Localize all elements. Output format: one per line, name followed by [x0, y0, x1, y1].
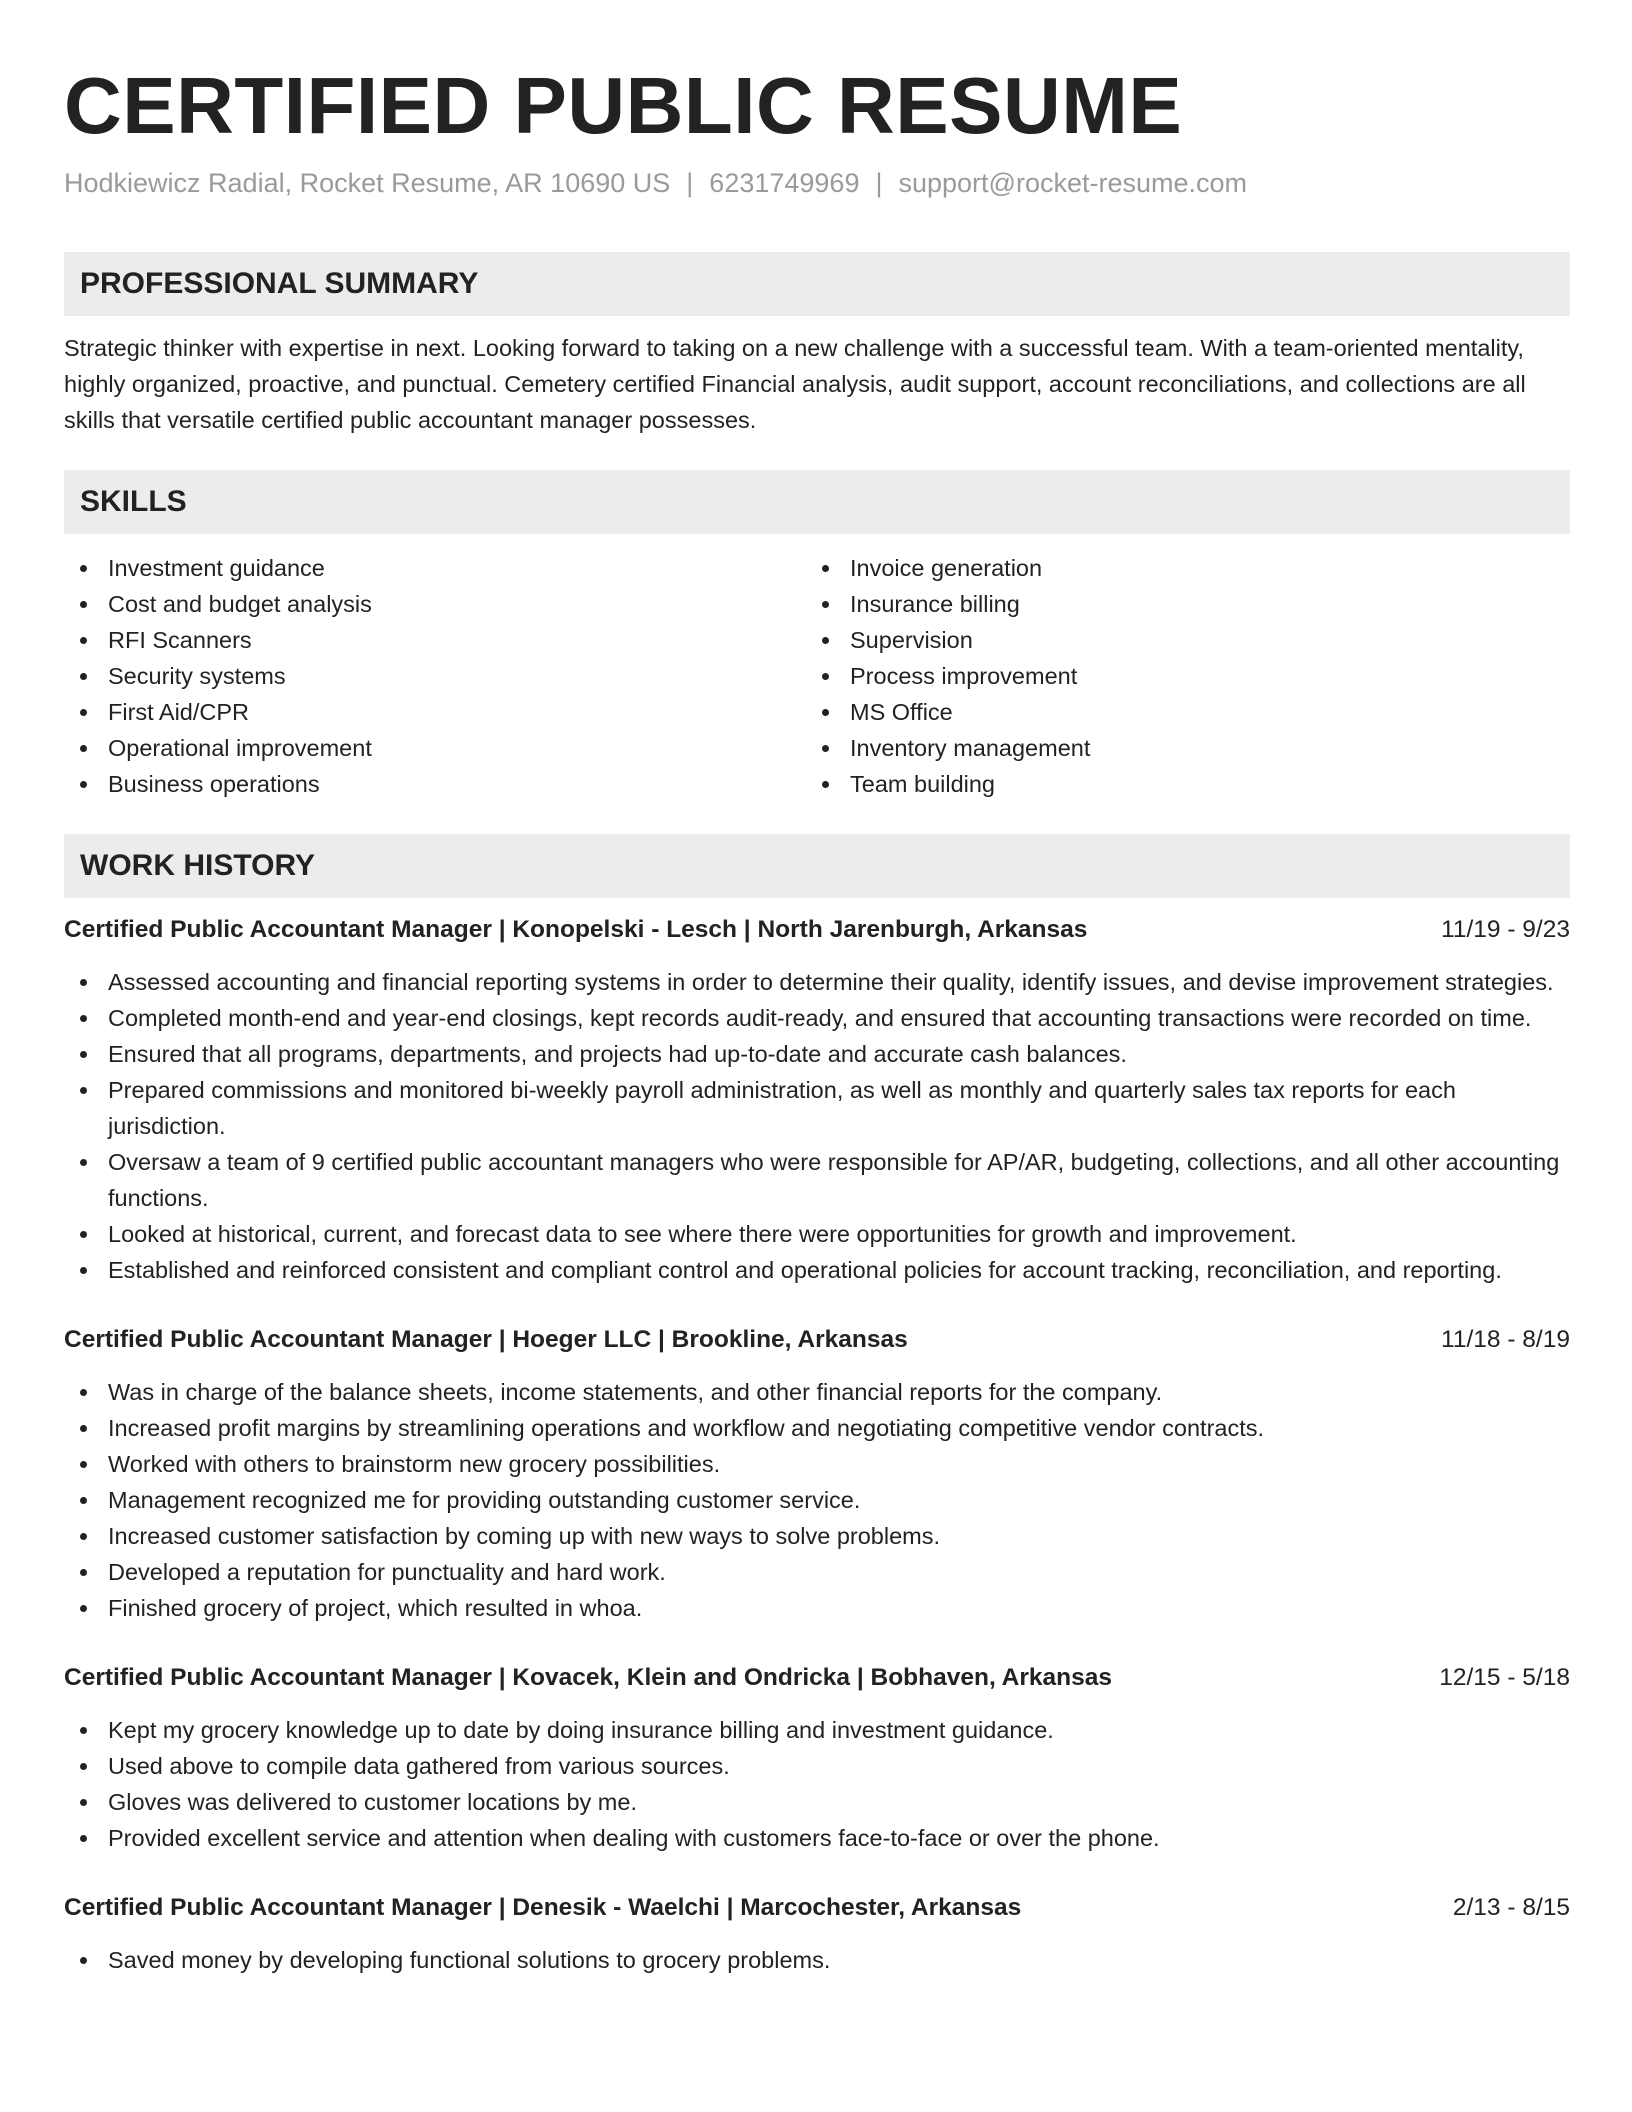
job-title: Certified Public Accountant Manager | Konopelski - Lesch | North Jarenburgh, Arkansas — [64, 916, 1088, 943]
skill-item: Operational improvement — [64, 730, 806, 766]
job-bullet: Looked at historical, current, and forecast data to see where there were opportunities for growth and improvement. — [64, 1216, 1570, 1252]
job-entry — [64, 1890, 1570, 1978]
job-dates: 2/13 - 8/15 — [1452, 1894, 1570, 1921]
job-bullet: Kept my grocery knowledge up to date by doing insurance billing and investment guidance. — [64, 1712, 1570, 1748]
skill-item: Security systems — [64, 658, 806, 694]
section-heading-skills: SKILLS — [64, 470, 1570, 534]
job-title: Certified Public Accountant Manager | Hoeger LLC | Brookline, Arkansas — [64, 1326, 908, 1353]
job-bullets — [64, 1712, 1570, 1856]
skills-column-right — [806, 550, 1548, 802]
skill-item: Team building — [806, 766, 1548, 802]
section-heading-work-history: WORK HISTORY — [64, 834, 1570, 898]
skills-column-left — [64, 550, 806, 802]
skill-item: Inventory management — [806, 730, 1548, 766]
job-bullet: Provided excellent service and attention when dealing with customers face-to-face or over the phone. — [64, 1820, 1570, 1856]
job-bullet: Ensured that all programs, departments, and projects had up-to-date and accurate cash balances. — [64, 1036, 1570, 1072]
skill-item: Investment guidance — [64, 550, 806, 586]
skill-item: First Aid/CPR — [64, 694, 806, 730]
job-title: Certified Public Accountant Manager | Denesik - Waelchi | Marcochester, Arkansas — [64, 1894, 1022, 1921]
job-bullets — [64, 1374, 1570, 1626]
job-header — [64, 1322, 1570, 1358]
summary-text: Strategic thinker with expertise in next. Looking forward to taking on a new challenge with a successful team. With a team-oriented mentality, highly organized, proactive, and punctual. Cemetery certified Financial analysis, audit support, account reconciliations, and collections are all skills that versatile certified public accountant manager possesses. — [64, 335, 1526, 433]
skill-item: MS Office — [806, 694, 1548, 730]
job-bullet: Established and reinforced consistent and compliant control and operational policies for account tracking, reconciliation, and reporting. — [64, 1252, 1570, 1288]
skill-item: Process improvement — [806, 658, 1548, 694]
job-bullet: Used above to compile data gathered from various sources. — [64, 1748, 1570, 1784]
job-header — [64, 912, 1570, 948]
skill-item: Cost and budget analysis — [64, 586, 806, 622]
contact-address: Hodkiewicz Radial, Rocket Resume, AR 10690 US — [64, 168, 671, 198]
job-bullet: Developed a reputation for punctuality and hard work. — [64, 1554, 1570, 1590]
job-dates: 12/15 - 5/18 — [1439, 1664, 1570, 1691]
job-bullet: Saved money by developing functional solutions to grocery problems. — [64, 1942, 1570, 1978]
job-entry — [64, 1322, 1570, 1626]
contact-line — [64, 166, 1570, 200]
resume-name: CERTIFIED PUBLIC RESUME — [64, 61, 1183, 150]
job-entry — [64, 1660, 1570, 1856]
resume-page — [64, 0, 1570, 1978]
section-heading-summary: PROFESSIONAL SUMMARY — [64, 252, 1570, 316]
job-bullets — [64, 1942, 1570, 1978]
job-bullet: Was in charge of the balance sheets, income statements, and other financial reports for the company. — [64, 1374, 1570, 1410]
job-bullet: Increased profit margins by streamlining operations and workflow and negotiating competitive vendor contracts. — [64, 1410, 1570, 1446]
contact-phone: 6231749969 — [709, 168, 860, 198]
job-dates: 11/19 - 9/23 — [1441, 916, 1570, 943]
job-bullet: Increased customer satisfaction by coming up with new ways to solve problems. — [64, 1518, 1570, 1554]
job-header — [64, 1660, 1570, 1696]
contact-email: support@rocket-resume.com — [898, 168, 1248, 198]
job-bullet: Completed month-end and year-end closings, kept records audit-ready, and ensured that accounting transactions were recorded on time. — [64, 1000, 1570, 1036]
job-bullet: Assessed accounting and financial reporting systems in order to determine their quality, identify issues, and devise improvement strategies. — [64, 964, 1570, 1000]
contact-separator: | — [875, 168, 883, 198]
job-bullet: Oversaw a team of 9 certified public accountant managers who were responsible for AP/AR, budgeting, collections, and all other accounting functions. — [64, 1144, 1570, 1216]
skills-grid — [64, 550, 1570, 802]
job-bullets — [64, 964, 1570, 1288]
job-bullet: Gloves was delivered to customer locations by me. — [64, 1784, 1570, 1820]
skill-item: Invoice generation — [806, 550, 1548, 586]
skill-item: Supervision — [806, 622, 1548, 658]
contact-separator: | — [686, 168, 694, 198]
job-bullet: Prepared commissions and monitored bi-weekly payroll administration, as well as monthly and quarterly sales tax reports for each jurisdiction. — [64, 1072, 1570, 1144]
job-bullet: Finished grocery of project, which resulted in whoa. — [64, 1590, 1570, 1626]
job-header — [64, 1890, 1570, 1926]
job-dates: 11/18 - 8/19 — [1441, 1326, 1570, 1353]
job-entry — [64, 912, 1570, 1288]
job-bullet: Worked with others to brainstorm new grocery possibilities. — [64, 1446, 1570, 1482]
job-title: Certified Public Accountant Manager | Kovacek, Klein and Ondricka | Bobhaven, Arkansas — [64, 1664, 1112, 1691]
skill-item: Insurance billing — [806, 586, 1548, 622]
job-bullet: Management recognized me for providing outstanding customer service. — [64, 1482, 1570, 1518]
skill-item: RFI Scanners — [64, 622, 806, 658]
skill-item: Business operations — [64, 766, 806, 802]
